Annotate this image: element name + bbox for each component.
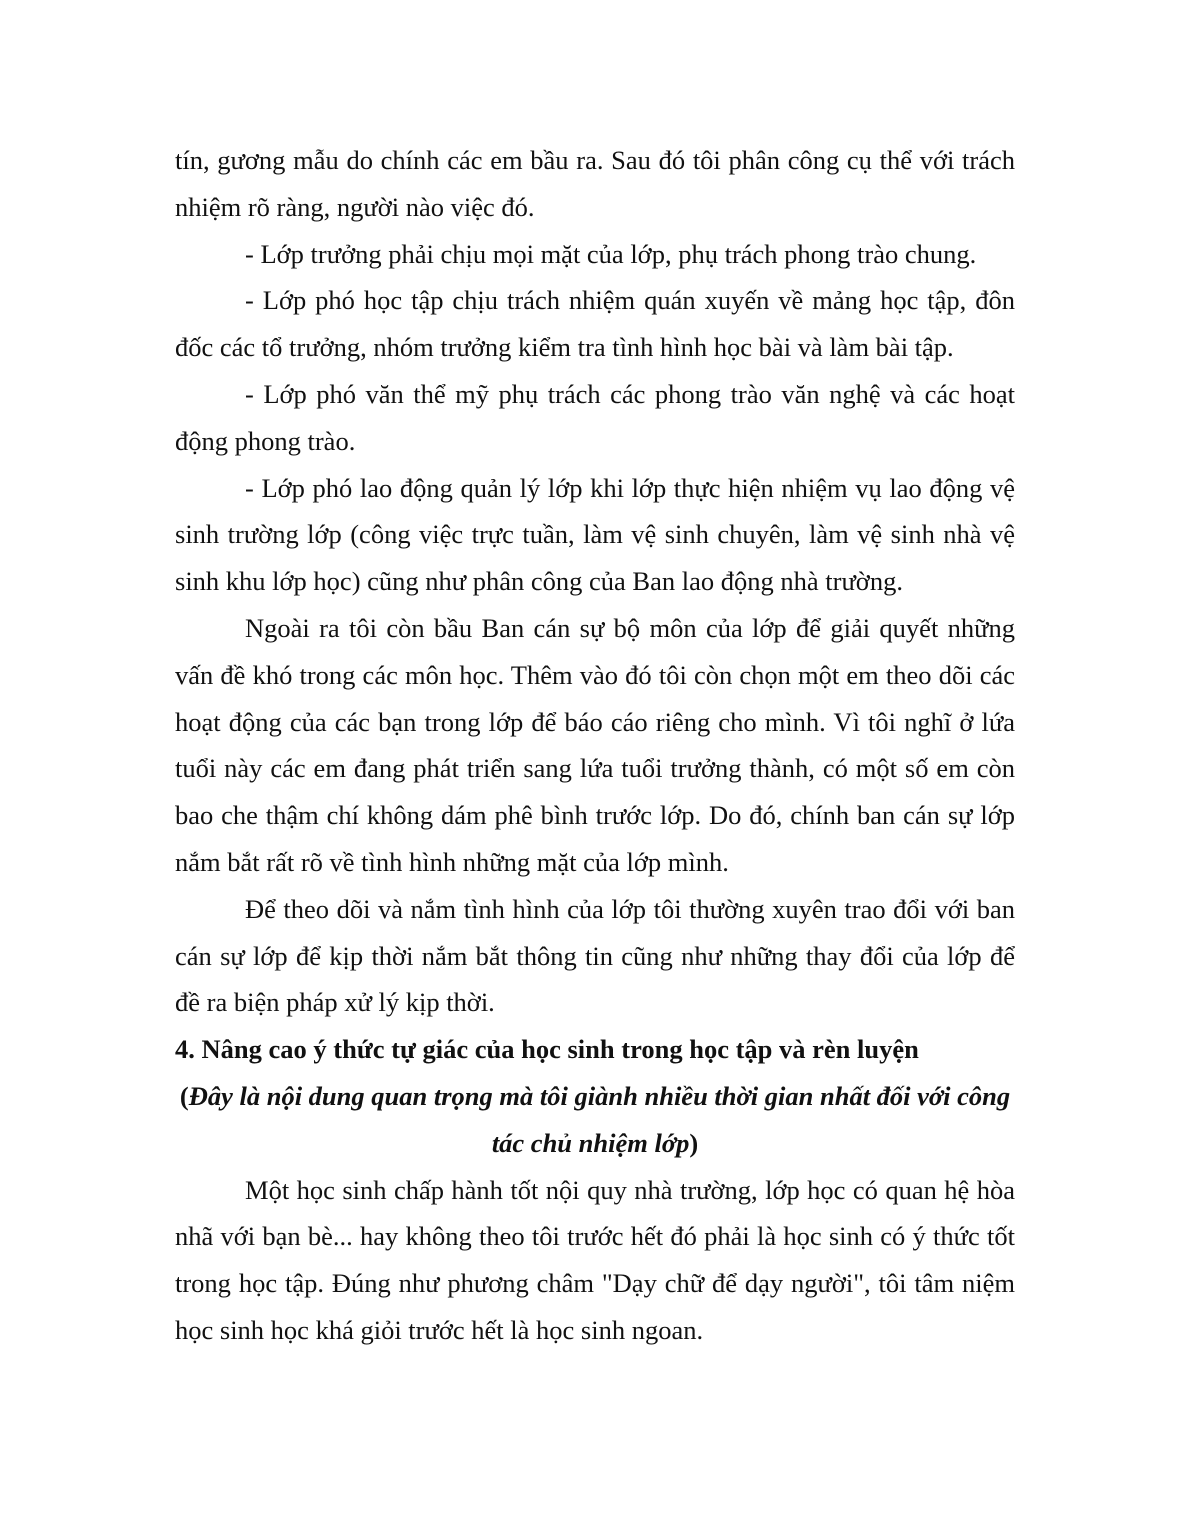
note-text: Đây là nội dung quan trọng mà tôi giành nhiều thời gian nhất đối với công tác chủ nhiệm lớp (188, 1080, 1011, 1158)
document-body (175, 137, 1015, 1354)
note-open-paren: ( (179, 1080, 189, 1111)
paragraph-labor-deputy: - Lớp phó lao động quản lý lớp khi lớp thực hiện nhiệm vụ lao động vệ sinh trường lớp (công việc trực tuần, làm vệ sinh chuyên, làm vệ sinh nhà vệ sinh khu lớp học) cũng như phân công của Ban lao động nhà trường. (175, 472, 1015, 597)
paragraph-intro: tín, gương mẫu do chính các em bầu ra. Sau đó tôi phân công cụ thể với trách nhiệm rõ ràng, người nào việc đó. (175, 145, 1015, 222)
paragraph-closing: Một học sinh chấp hành tốt nội quy nhà trường, lớp học có quan hệ hòa nhã với bạn bè... hay không theo tôi trước hết đó phải là học sinh có ý thức tốt trong học tập. Đúng như phương châm "Dạy chữ để dạy người", tôi tâm niệm học sinh học khá giỏi trước hết là học sinh ngoan. (175, 1174, 1015, 1345)
paragraph-study-deputy: - Lớp phó học tập chịu trách nhiệm quán xuyến về mảng học tập, đôn đốc các tổ trưởng, nhóm trưởng kiểm tra tình hình học bài và làm bài tập. (175, 285, 1015, 363)
section-heading: 4. Nâng cao ý thức tự giác của học sinh trong học tập và rèn luyện (175, 1034, 919, 1065)
paragraph-subject-committee: Ngoài ra tôi còn bầu Ban cán sự bộ môn của lớp để giải quyết những vấn đề khó trong các môn học. Thêm vào đó tôi còn chọn một em theo dõi các hoạt động của các bạn trong lớp để báo cáo riêng cho mình. Vì tôi nghĩ ở lứa tuổi này các em đang phát triển sang lứa tuổi trưởng thành, có một số em còn bao che thậm chí không dám phê bình trước lớp. Do đó, chính ban cán sự lớp nắm bắt rất rõ về tình hình những mặt của lớp mình. (175, 612, 1015, 877)
paragraph-monitoring: Để theo dõi và nắm tình hình của lớp tôi thường xuyên trao đổi với ban cán sự lớp để kịp thời nắm bắt thông tin cũng như những thay đổi của lớp để đề ra biện pháp xử lý kịp thời. (175, 893, 1015, 1018)
paragraph-class-monitor: - Lớp trưởng phải chịu mọi mặt của lớp, phụ trách phong trào chung. (245, 238, 977, 269)
paragraph-arts-deputy: - Lớp phó văn thể mỹ phụ trách các phong trào văn nghệ và các hoạt động phong trào. (175, 378, 1015, 456)
note-close-paren: ) (689, 1127, 699, 1158)
section-note (175, 1073, 1015, 1167)
